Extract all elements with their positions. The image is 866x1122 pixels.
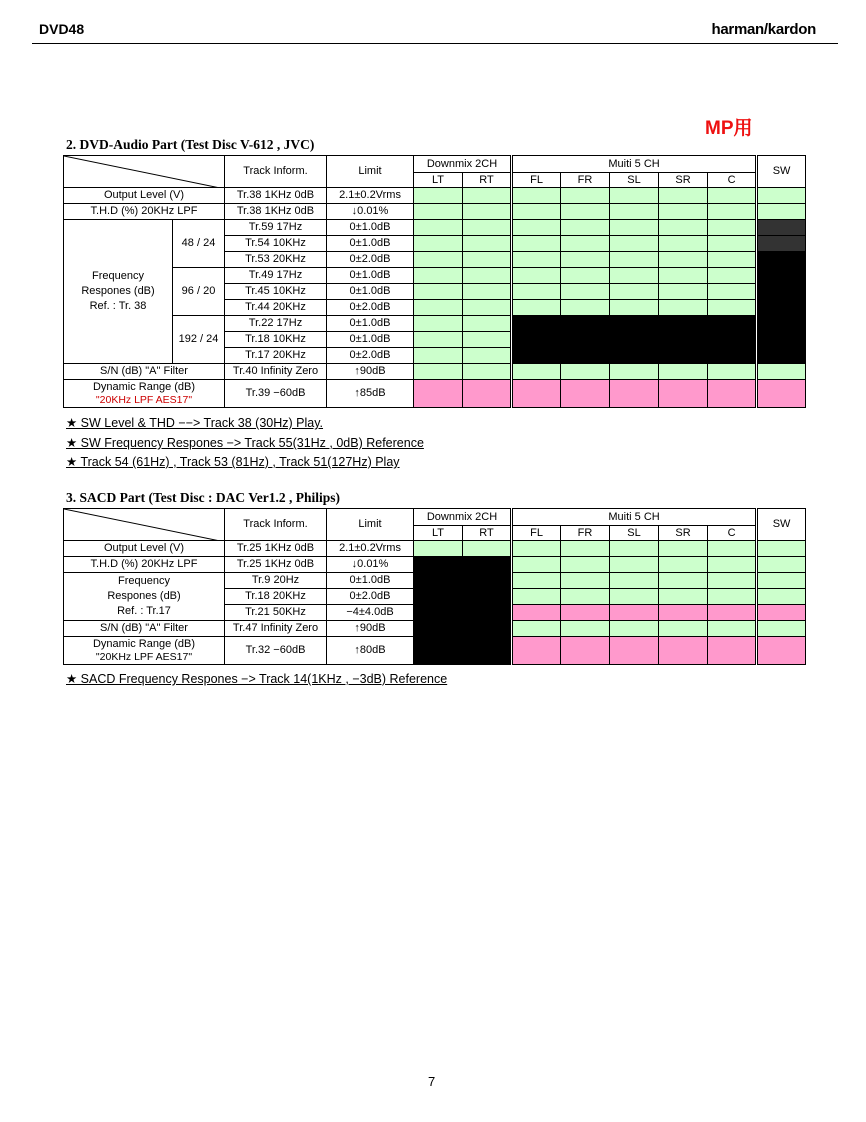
- result-cell[interactable]: [610, 268, 659, 284]
- result-cell[interactable]: [512, 621, 561, 637]
- result-cell[interactable]: [561, 188, 610, 204]
- result-cell[interactable]: [463, 300, 512, 316]
- result-cell[interactable]: [512, 268, 561, 284]
- result-cell[interactable]: [463, 284, 512, 300]
- blocked-cell: [757, 316, 806, 332]
- pink-cell[interactable]: [659, 605, 708, 621]
- result-cell[interactable]: [414, 300, 463, 316]
- blocked-cell: [463, 557, 512, 573]
- result-cell[interactable]: [561, 252, 610, 268]
- col-sl: SL: [610, 526, 659, 541]
- blocked-cell: [512, 348, 561, 364]
- model-name: DVD48: [39, 21, 85, 37]
- blocked-cell: [610, 332, 659, 348]
- pink-cell[interactable]: [512, 637, 561, 665]
- track-cell: Tr.45 10KHz: [225, 284, 327, 300]
- header-rule: [32, 43, 838, 44]
- header-diagonal-cell: [64, 156, 225, 188]
- track-cell: Tr.22 17Hz: [225, 316, 327, 332]
- col-rt: RT: [463, 526, 512, 541]
- col-multi: Muiti 5 CH: [512, 509, 757, 526]
- track-cell: Tr.32 −60dB: [225, 637, 327, 665]
- result-cell[interactable]: [610, 236, 659, 252]
- freq-label: Frequency Respones (dB) Ref. : Tr.17: [64, 573, 225, 621]
- result-cell[interactable]: [757, 541, 806, 557]
- result-cell[interactable]: [610, 557, 659, 573]
- result-cell[interactable]: [561, 573, 610, 589]
- blocked-cell: [463, 637, 512, 665]
- dvd-note-2: ★ SW Frequency Respones −> Track 55(31Hz , 0dB) Reference: [66, 436, 424, 450]
- result-cell[interactable]: [708, 557, 757, 573]
- col-sr: SR: [659, 173, 708, 188]
- blocked-cell: [561, 316, 610, 332]
- col-fl: FL: [512, 526, 561, 541]
- result-cell[interactable]: [463, 188, 512, 204]
- blocked-cell: [757, 252, 806, 268]
- result-cell[interactable]: [757, 364, 806, 380]
- result-cell[interactable]: [757, 557, 806, 573]
- result-cell[interactable]: [561, 541, 610, 557]
- result-cell[interactable]: [414, 236, 463, 252]
- result-cell[interactable]: [659, 364, 708, 380]
- limit-cell: 0±1.0dB: [327, 284, 414, 300]
- result-cell[interactable]: [561, 268, 610, 284]
- result-cell[interactable]: [659, 300, 708, 316]
- result-cell[interactable]: [414, 284, 463, 300]
- row-label: Dynamic Range (dB) "20KHz LPF AES17": [64, 380, 225, 408]
- limit-cell: 0±2.0dB: [327, 348, 414, 364]
- col-limit: Limit: [327, 509, 414, 541]
- track-cell: Tr.38 1KHz 0dB: [225, 188, 327, 204]
- row-label: T.H.D (%) 20KHz LPF: [64, 557, 225, 573]
- result-cell[interactable]: [414, 188, 463, 204]
- sw-dark-cell: [757, 220, 806, 236]
- result-cell[interactable]: [610, 220, 659, 236]
- limit-cell: 0±1.0dB: [327, 236, 414, 252]
- result-cell[interactable]: [610, 252, 659, 268]
- col-rt: RT: [463, 173, 512, 188]
- blocked-cell: [708, 348, 757, 364]
- result-cell[interactable]: [463, 541, 512, 557]
- row-label: Output Level (V): [64, 541, 225, 557]
- blocked-cell: [757, 332, 806, 348]
- pink-cell[interactable]: [659, 637, 708, 665]
- result-cell[interactable]: [463, 268, 512, 284]
- limit-cell: ↑90dB: [327, 621, 414, 637]
- row-label: Dynamic Range (dB) "20KHz LPF AES17": [64, 637, 225, 665]
- result-cell[interactable]: [659, 573, 708, 589]
- dvd-section-title: 2. DVD-Audio Part (Test Disc V-612 , JVC): [66, 137, 315, 152]
- blocked-cell: [414, 637, 463, 665]
- blocked-cell: [659, 348, 708, 364]
- pink-cell[interactable]: [414, 380, 463, 408]
- result-cell[interactable]: [512, 204, 561, 220]
- result-cell[interactable]: [659, 236, 708, 252]
- limit-cell: 0±2.0dB: [327, 252, 414, 268]
- blocked-cell: [463, 573, 512, 589]
- result-cell[interactable]: [659, 220, 708, 236]
- col-fr: FR: [561, 173, 610, 188]
- result-cell[interactable]: [708, 252, 757, 268]
- pink-cell[interactable]: [561, 605, 610, 621]
- pink-cell[interactable]: [463, 380, 512, 408]
- limit-cell: 0±1.0dB: [327, 220, 414, 236]
- blocked-cell: [708, 332, 757, 348]
- result-cell[interactable]: [561, 364, 610, 380]
- result-cell[interactable]: [512, 188, 561, 204]
- result-cell[interactable]: [708, 300, 757, 316]
- col-multi: Muiti 5 CH: [512, 156, 757, 173]
- rate-cell: 96 / 20: [173, 268, 225, 316]
- result-cell[interactable]: [463, 364, 512, 380]
- track-cell: Tr.18 20KHz: [225, 589, 327, 605]
- sacd-table: [63, 508, 806, 665]
- result-cell[interactable]: [463, 252, 512, 268]
- result-cell[interactable]: [561, 236, 610, 252]
- blocked-cell: [610, 348, 659, 364]
- result-cell[interactable]: [561, 284, 610, 300]
- dr-sublabel: "20KHz LPF AES17": [95, 651, 193, 663]
- pink-cell[interactable]: [512, 380, 561, 408]
- mp-mark: MP用: [705, 118, 753, 139]
- col-fl: FL: [512, 173, 561, 188]
- pink-cell[interactable]: [610, 637, 659, 665]
- row-label: T.H.D (%) 20KHz LPF: [64, 204, 225, 220]
- result-cell[interactable]: [659, 557, 708, 573]
- result-cell[interactable]: [708, 364, 757, 380]
- dvd-table: [63, 155, 806, 408]
- rate-cell: 192 / 24: [173, 316, 225, 364]
- result-cell[interactable]: [561, 589, 610, 605]
- result-cell[interactable]: [610, 204, 659, 220]
- track-cell: Tr.9 20Hz: [225, 573, 327, 589]
- result-cell[interactable]: [610, 188, 659, 204]
- blocked-cell: [512, 332, 561, 348]
- result-cell[interactable]: [659, 268, 708, 284]
- result-cell[interactable]: [463, 332, 512, 348]
- col-sl: SL: [610, 173, 659, 188]
- brand-logo: harman/kardon: [711, 21, 816, 38]
- blocked-cell: [463, 621, 512, 637]
- limit-cell: −4±4.0dB: [327, 605, 414, 621]
- result-cell[interactable]: [659, 541, 708, 557]
- col-limit: Limit: [327, 156, 414, 188]
- pink-cell[interactable]: [708, 380, 757, 408]
- col-sw: SW: [757, 509, 806, 541]
- limit-cell: ↑80dB: [327, 637, 414, 665]
- result-cell[interactable]: [610, 589, 659, 605]
- limit-cell: 2.1±0.2Vrms: [327, 188, 414, 204]
- row-label: S/N (dB) "A" Filter: [64, 621, 225, 637]
- col-track: Track Inform.: [225, 509, 327, 541]
- result-cell[interactable]: [708, 188, 757, 204]
- track-cell: Tr.47 Infinity Zero: [225, 621, 327, 637]
- result-cell[interactable]: [414, 364, 463, 380]
- track-cell: Tr.21 50KHz: [225, 605, 327, 621]
- blocked-cell: [561, 332, 610, 348]
- result-cell[interactable]: [414, 332, 463, 348]
- result-cell[interactable]: [757, 573, 806, 589]
- track-cell: Tr.18 10KHz: [225, 332, 327, 348]
- result-cell[interactable]: [561, 220, 610, 236]
- col-downmix: Downmix 2CH: [414, 509, 512, 526]
- track-cell: Tr.17 20KHz: [225, 348, 327, 364]
- result-cell[interactable]: [512, 573, 561, 589]
- blocked-cell: [610, 316, 659, 332]
- result-cell[interactable]: [757, 621, 806, 637]
- result-cell[interactable]: [561, 621, 610, 637]
- result-cell[interactable]: [561, 204, 610, 220]
- sw-dark-cell: [757, 236, 806, 252]
- blocked-cell: [659, 332, 708, 348]
- limit-cell: 2.1±0.2Vrms: [327, 541, 414, 557]
- track-cell: Tr.25 1KHz 0dB: [225, 557, 327, 573]
- result-cell[interactable]: [610, 300, 659, 316]
- result-cell[interactable]: [512, 364, 561, 380]
- col-c: C: [708, 526, 757, 541]
- result-cell[interactable]: [708, 573, 757, 589]
- col-sw: SW: [757, 156, 806, 188]
- freq-label: Frequency Respones (dB) Ref. : Tr. 38: [64, 220, 173, 364]
- sacd-note-1: ★ SACD Frequency Respones −> Track 14(1KHz , −3dB) Reference: [66, 672, 448, 686]
- result-cell[interactable]: [659, 204, 708, 220]
- pink-cell[interactable]: [659, 380, 708, 408]
- result-cell[interactable]: [708, 268, 757, 284]
- track-cell: Tr.59 17Hz: [225, 220, 327, 236]
- result-cell[interactable]: [708, 284, 757, 300]
- track-cell: Tr.49 17Hz: [225, 268, 327, 284]
- col-downmix: Downmix 2CH: [414, 156, 512, 173]
- result-cell[interactable]: [414, 268, 463, 284]
- blocked-cell: [561, 348, 610, 364]
- track-cell: Tr.25 1KHz 0dB: [225, 541, 327, 557]
- result-cell[interactable]: [757, 188, 806, 204]
- blocked-cell: [463, 605, 512, 621]
- result-cell[interactable]: [610, 621, 659, 637]
- blocked-cell: [414, 605, 463, 621]
- result-cell[interactable]: [659, 284, 708, 300]
- track-cell: Tr.54 10KHz: [225, 236, 327, 252]
- pink-cell[interactable]: [757, 605, 806, 621]
- page-number: 7: [428, 1074, 436, 1089]
- result-cell[interactable]: [512, 284, 561, 300]
- result-cell[interactable]: [610, 284, 659, 300]
- sacd-section-title: 3. SACD Part (Test Disc : DAC Ver1.2 , Philips): [66, 490, 340, 505]
- limit-cell: 0±2.0dB: [327, 300, 414, 316]
- limit-cell: 0±1.0dB: [327, 316, 414, 332]
- result-cell[interactable]: [708, 541, 757, 557]
- col-c: C: [708, 173, 757, 188]
- col-sr: SR: [659, 526, 708, 541]
- track-cell: Tr.44 20KHz: [225, 300, 327, 316]
- pink-cell[interactable]: [757, 637, 806, 665]
- limit-cell: 0±1.0dB: [327, 573, 414, 589]
- limit-cell: ↓0.01%: [327, 204, 414, 220]
- track-cell: Tr.38 1KHz 0dB: [225, 204, 327, 220]
- col-lt: LT: [414, 173, 463, 188]
- result-cell[interactable]: [512, 541, 561, 557]
- result-cell[interactable]: [659, 252, 708, 268]
- result-cell[interactable]: [463, 204, 512, 220]
- header-diagonal-cell: [64, 509, 225, 541]
- result-cell[interactable]: [463, 220, 512, 236]
- result-cell[interactable]: [708, 589, 757, 605]
- track-cell: Tr.53 20KHz: [225, 252, 327, 268]
- limit-cell: 0±1.0dB: [327, 268, 414, 284]
- result-cell[interactable]: [463, 348, 512, 364]
- track-cell: Tr.40 Infinity Zero: [225, 364, 327, 380]
- result-cell[interactable]: [512, 236, 561, 252]
- result-cell[interactable]: [757, 589, 806, 605]
- result-cell[interactable]: [414, 348, 463, 364]
- col-lt: LT: [414, 526, 463, 541]
- result-cell[interactable]: [659, 621, 708, 637]
- result-cell[interactable]: [463, 316, 512, 332]
- col-track: Track Inform.: [225, 156, 327, 188]
- result-cell[interactable]: [610, 573, 659, 589]
- limit-cell: ↓0.01%: [327, 557, 414, 573]
- result-cell[interactable]: [659, 188, 708, 204]
- pink-cell[interactable]: [512, 605, 561, 621]
- result-cell[interactable]: [708, 621, 757, 637]
- result-cell[interactable]: [414, 541, 463, 557]
- pink-cell[interactable]: [708, 637, 757, 665]
- result-cell[interactable]: [414, 316, 463, 332]
- row-label: Output Level (V): [64, 188, 225, 204]
- blocked-cell: [512, 316, 561, 332]
- result-cell[interactable]: [561, 300, 610, 316]
- blocked-cell: [757, 284, 806, 300]
- result-cell[interactable]: [414, 204, 463, 220]
- blocked-cell: [659, 316, 708, 332]
- limit-cell: 0±2.0dB: [327, 589, 414, 605]
- result-cell[interactable]: [610, 364, 659, 380]
- result-cell[interactable]: [512, 557, 561, 573]
- result-cell[interactable]: [708, 236, 757, 252]
- pink-cell[interactable]: [610, 380, 659, 408]
- pink-cell[interactable]: [708, 605, 757, 621]
- blocked-cell: [414, 557, 463, 573]
- dvd-note-3: ★ Track 54 (61Hz) , Track 53 (81Hz) , Track 51(127Hz) Play: [66, 455, 400, 469]
- pink-cell[interactable]: [561, 380, 610, 408]
- dvd-note-1: ★ SW Level & THD −−> Track 38 (30Hz) Play.: [66, 416, 324, 430]
- result-cell[interactable]: [659, 589, 708, 605]
- result-cell[interactable]: [512, 300, 561, 316]
- result-cell[interactable]: [512, 252, 561, 268]
- result-cell[interactable]: [512, 589, 561, 605]
- result-cell[interactable]: [463, 236, 512, 252]
- blocked-cell: [414, 573, 463, 589]
- limit-cell: ↑90dB: [327, 364, 414, 380]
- pink-cell[interactable]: [757, 380, 806, 408]
- limit-cell: ↑85dB: [327, 380, 414, 408]
- col-fr: FR: [561, 526, 610, 541]
- track-cell: Tr.39 −60dB: [225, 380, 327, 408]
- result-cell[interactable]: [757, 204, 806, 220]
- limit-cell: 0±1.0dB: [327, 332, 414, 348]
- blocked-cell: [414, 589, 463, 605]
- blocked-cell: [463, 589, 512, 605]
- result-cell[interactable]: [512, 220, 561, 236]
- dr-sublabel: "20KHz LPF AES17": [95, 394, 193, 406]
- row-label: S/N (dB) "A" Filter: [64, 364, 225, 380]
- blocked-cell: [757, 300, 806, 316]
- result-cell[interactable]: [610, 541, 659, 557]
- result-cell[interactable]: [414, 220, 463, 236]
- blocked-cell: [757, 268, 806, 284]
- result-cell[interactable]: [414, 252, 463, 268]
- blocked-cell: [757, 348, 806, 364]
- result-cell[interactable]: [561, 557, 610, 573]
- pink-cell[interactable]: [561, 637, 610, 665]
- result-cell[interactable]: [708, 220, 757, 236]
- rate-cell: 48 / 24: [173, 220, 225, 268]
- pink-cell[interactable]: [610, 605, 659, 621]
- blocked-cell: [708, 316, 757, 332]
- blocked-cell: [414, 621, 463, 637]
- result-cell[interactable]: [708, 204, 757, 220]
